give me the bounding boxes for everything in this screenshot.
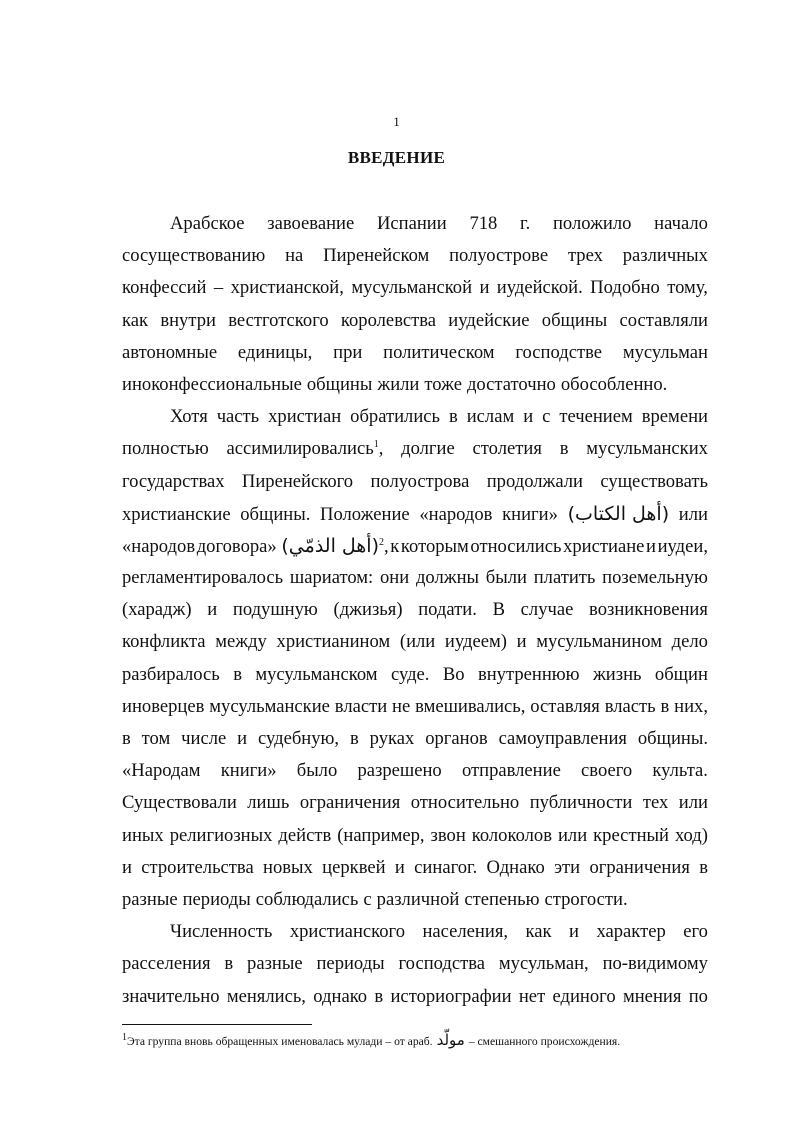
word: единого [552, 985, 616, 1007]
word: мнения [622, 985, 682, 1007]
text-line [122, 884, 708, 916]
word: населения, [422, 921, 509, 943]
word: Арабское [170, 213, 245, 234]
text-line [122, 787, 708, 819]
word: Пиренейском [323, 245, 430, 267]
word: самоуправления [498, 728, 627, 749]
word: колоколов [471, 824, 552, 846]
word: христианского [289, 921, 405, 943]
word: как [122, 309, 149, 331]
word: мусульманских [586, 438, 708, 460]
word: книги» [220, 760, 277, 782]
word: «народов [122, 535, 196, 557]
text-line [122, 852, 708, 884]
word: действ [278, 824, 332, 846]
word: – [213, 277, 224, 299]
word: власти [334, 695, 388, 717]
word: обособленно. [560, 373, 668, 395]
word: и [122, 856, 132, 878]
footnote-text-before: Эта группа вновь обращенных именовалась мулади – от араб. [127, 1035, 433, 1048]
word: значительно [122, 985, 220, 1007]
word: менялись, [226, 985, 306, 1007]
text-line [122, 594, 708, 626]
word: или [678, 503, 708, 525]
word: ограничения [589, 856, 690, 878]
word: с [363, 888, 372, 910]
word: суде. [390, 663, 430, 685]
word: (харадж) [122, 599, 192, 621]
word: по-видимому [602, 953, 708, 975]
word: разбиралось [122, 663, 220, 685]
word: Во [442, 663, 465, 685]
word: господстве [515, 341, 603, 363]
word: Хотя [170, 406, 208, 428]
text-line [122, 626, 708, 658]
word: оставляя [530, 695, 600, 717]
word: них, [674, 695, 708, 717]
text-line [122, 240, 708, 272]
footnote-mark: 2 [379, 536, 384, 548]
word: мусульманской [351, 277, 473, 299]
word: поземельную [602, 567, 708, 589]
word: власть [604, 695, 656, 717]
word: которым [400, 535, 469, 557]
word: христиане [563, 535, 645, 557]
word: и [516, 631, 527, 653]
word: в [122, 728, 131, 749]
word: расселения [122, 953, 211, 975]
word: периоды [182, 888, 251, 910]
word: часть [216, 406, 260, 428]
word: иноверцев [122, 695, 205, 717]
text-line [122, 401, 708, 433]
page-number: 1 [393, 114, 400, 129]
word: соблюдались [255, 888, 359, 910]
word: к [390, 535, 400, 557]
text-line [122, 337, 708, 369]
text-line [122, 820, 708, 852]
word: периоды [316, 953, 385, 975]
text-line [122, 498, 708, 530]
word: лишь [247, 792, 290, 814]
word: шариатом: [289, 567, 374, 589]
word: мусульманском [255, 663, 378, 685]
word: культа. [652, 760, 708, 782]
word: строительства [141, 856, 254, 878]
word: они [379, 567, 410, 589]
text-line [122, 466, 708, 498]
word: христианской, [230, 277, 344, 299]
word: церквей [322, 856, 386, 878]
word: единицы, [237, 341, 313, 363]
word: в [699, 856, 708, 878]
word: течением [559, 406, 633, 428]
word: крестный [593, 824, 669, 846]
word: положило [552, 213, 632, 234]
word: было [296, 760, 338, 782]
word: иудеем) [444, 631, 507, 653]
word: ассимилировались$^1$, [226, 438, 384, 460]
word: мусульман [622, 341, 708, 363]
word: конфессий [122, 277, 207, 299]
word: конфликта [122, 631, 206, 653]
word: в [233, 663, 242, 685]
word: эти [554, 856, 581, 878]
word: новых [263, 856, 313, 878]
word: общины. [637, 728, 708, 749]
word: регламентировалось [122, 567, 284, 589]
word: публичности [529, 792, 633, 814]
word: судебную, [257, 728, 340, 749]
word: должны [415, 567, 480, 589]
word: (или [399, 631, 436, 653]
word: договора» (أهل الذمّي)$^2$, [197, 530, 389, 563]
word: столетия [472, 438, 542, 460]
word: религиозных [169, 824, 273, 846]
footnote-text-after: – смешанного происхождения. [468, 1035, 621, 1048]
word: ограничения [299, 792, 401, 814]
word: отправление [461, 760, 561, 782]
word: полуострова [370, 470, 470, 492]
word: подушную [232, 599, 318, 621]
word: иноконфессиональные [122, 373, 302, 395]
word: различных [622, 245, 708, 267]
word: между [215, 631, 267, 653]
word: дело [671, 631, 708, 653]
word: и [237, 728, 248, 749]
word: возникновения [589, 599, 708, 621]
word: в [448, 406, 458, 428]
word: в [559, 438, 569, 460]
word: в [660, 695, 670, 717]
word: Численность [170, 921, 273, 943]
footnote-separator [122, 1024, 312, 1025]
word: на [285, 245, 304, 267]
word: историографии [390, 985, 512, 1007]
word: в [374, 985, 384, 1007]
word: числе [181, 728, 227, 749]
word: Пиренейского [241, 470, 354, 492]
word: иных [122, 824, 164, 846]
word: христиан [268, 406, 342, 428]
word: и [523, 406, 534, 428]
word: г. [520, 213, 531, 234]
word: христианином [276, 631, 391, 653]
word: и [207, 599, 218, 621]
word: завоевание [267, 213, 355, 234]
text-line [122, 208, 708, 240]
word: внутри [160, 309, 216, 331]
word: долгие [401, 438, 455, 460]
word: органов [425, 728, 488, 749]
word: или [557, 824, 588, 846]
word: существовать [600, 470, 708, 492]
text-line [122, 305, 708, 337]
word: Подобно [590, 277, 660, 299]
text-line [122, 659, 708, 691]
word: 718 [469, 213, 498, 234]
word: вестготского [228, 309, 329, 331]
word: мусульманином [536, 631, 662, 653]
word: мусульманские [209, 695, 330, 717]
word: общины [541, 309, 608, 331]
word: жизнь [592, 663, 642, 685]
word: не [392, 695, 411, 717]
word: полуострове [449, 245, 549, 267]
word: руках [369, 728, 415, 749]
word: разные [122, 888, 178, 910]
word: составляли [619, 309, 708, 331]
arabic-ahl-al-dhimmi: (أهل الذمّي) [281, 534, 379, 557]
word: и [479, 277, 490, 299]
text-line [122, 530, 708, 562]
word: различной [376, 888, 460, 910]
word: нет [518, 985, 546, 1007]
word: сосуществованию [122, 245, 266, 267]
word: или [678, 792, 708, 814]
word: с [542, 406, 551, 428]
word: однако [313, 985, 368, 1007]
footnote [122, 1031, 722, 1049]
text-line [122, 755, 708, 787]
word: книги» [502, 503, 558, 525]
word: иудейские [448, 309, 530, 331]
word: относились [470, 535, 562, 557]
word: внутреннюю [477, 663, 580, 685]
word: автономные [122, 341, 218, 363]
word: характер [596, 921, 666, 943]
word: общины [306, 373, 373, 395]
paragraph [122, 916, 708, 1013]
word: Испании [376, 213, 447, 234]
word: своего [581, 760, 633, 782]
word: тому, [667, 277, 708, 299]
word: «Народам [122, 760, 201, 782]
word: степенью [464, 888, 540, 910]
word: господства [398, 953, 486, 975]
word: жили [377, 373, 420, 395]
word: подати. [418, 599, 477, 621]
word: трех [567, 245, 603, 267]
word: Существовали [122, 792, 237, 814]
word: в [349, 728, 359, 749]
word: как [525, 921, 552, 943]
word: «народов [419, 503, 493, 525]
text-line [122, 272, 708, 304]
word: (например, [337, 824, 425, 846]
word: ислам [466, 406, 515, 428]
page-title: ВВЕДЕНИЕ [347, 148, 446, 167]
word: разрешено [357, 760, 442, 782]
word: звон [430, 824, 466, 846]
word: иудейской. [496, 277, 583, 299]
word: полностью [122, 438, 209, 460]
word: (джизья) [333, 599, 403, 621]
word: общин [654, 663, 708, 685]
text-line [122, 981, 708, 1013]
word: Однако [486, 856, 545, 878]
text-line [122, 433, 708, 465]
word: были [485, 567, 527, 589]
word: королевства [340, 309, 437, 331]
word: тех [642, 792, 669, 814]
word: в [224, 953, 234, 975]
arabic-ahl-al-kitab: (أهل الكتاب) [567, 502, 670, 525]
word: христианские [122, 503, 231, 525]
word: продолжали [486, 470, 584, 492]
word: политическом [383, 341, 495, 363]
text-line [122, 691, 708, 723]
word: ход) [674, 824, 708, 846]
word: начало [654, 213, 708, 234]
word: платить [533, 567, 596, 589]
word: случае [520, 599, 574, 621]
word: времени [641, 406, 708, 428]
paragraph [122, 208, 708, 401]
footnote-mark: 1 [373, 439, 379, 451]
word: В [492, 599, 505, 621]
word: и [394, 856, 405, 878]
word: строгости. [544, 888, 628, 910]
word: обратились [350, 406, 441, 428]
text-line [122, 723, 708, 755]
footnote-arabic-word: مولّد [436, 1031, 465, 1049]
word: его [683, 921, 708, 943]
word: иудеи, [657, 535, 708, 557]
word: том [141, 728, 171, 749]
word: Положение [320, 503, 410, 525]
word: относительно [410, 792, 520, 814]
word: и [569, 921, 579, 943]
paragraph [122, 401, 708, 916]
footnote-mark: 1 [122, 1032, 127, 1044]
word: общины. [240, 503, 311, 525]
word: государствах [122, 470, 225, 492]
word: разные [247, 953, 303, 975]
word: тоже [424, 373, 462, 395]
word: и [646, 535, 656, 557]
word: достаточно [466, 373, 556, 395]
word: по [688, 985, 708, 1007]
text-line [122, 916, 708, 948]
word: синагог. [414, 856, 478, 878]
word: мусульман, [498, 953, 589, 975]
body-text [122, 208, 708, 1013]
word: при [333, 341, 363, 363]
text-line [122, 562, 708, 594]
word: вмешивались, [415, 695, 526, 717]
text-line [122, 369, 708, 401]
text-line [122, 948, 708, 980]
